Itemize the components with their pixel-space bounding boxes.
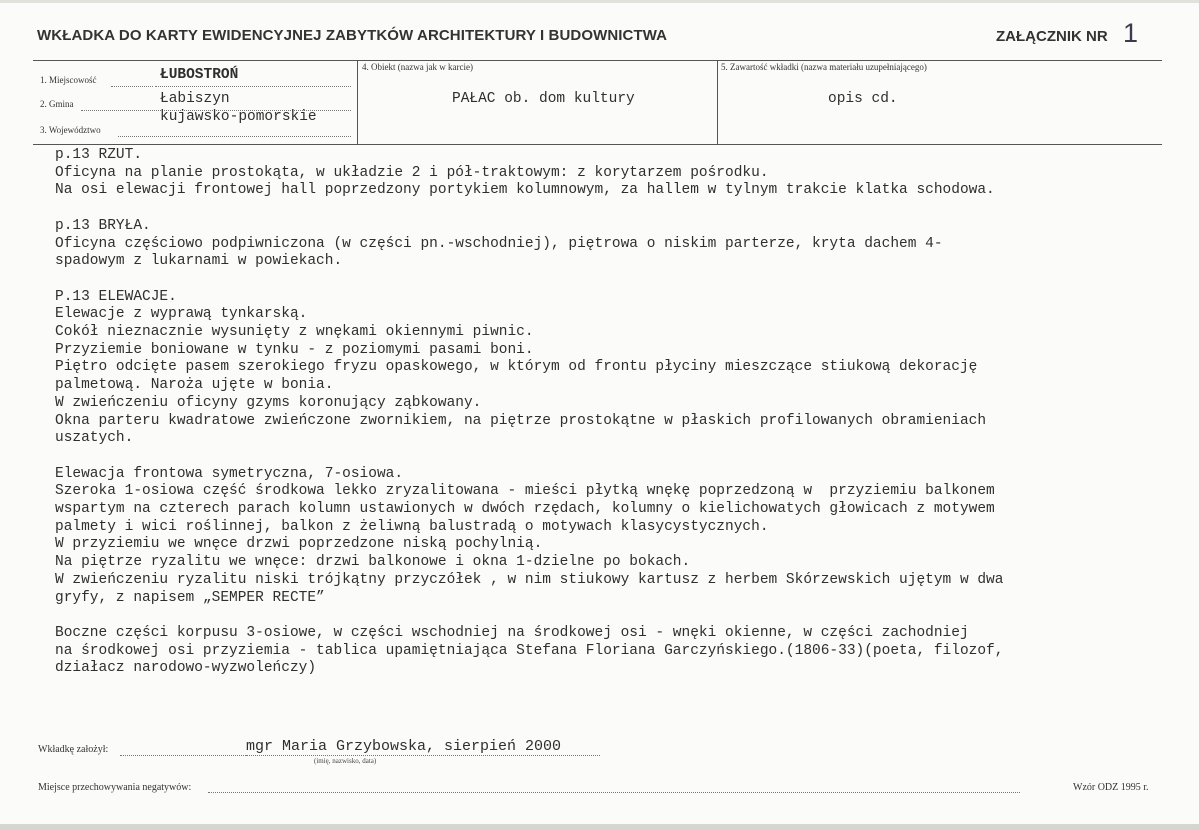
box-divider-2 xyxy=(717,61,718,144)
object-value: PAŁAC ob. dom kultury xyxy=(452,91,635,107)
body-line xyxy=(55,607,1165,625)
body-line xyxy=(55,200,1165,218)
content-label: 5. Zawartość wkładki (nazwa materiału uzupełniającego) xyxy=(721,62,927,72)
voivodeship-label: 3. Województwo xyxy=(40,125,101,135)
paper-top-edge xyxy=(0,0,1199,3)
annex-label: ZAŁĄCZNIK NR xyxy=(996,28,1108,45)
content-value: opis cd. xyxy=(828,91,898,107)
body-line: palmetową. Naroża ujęte w bonia. xyxy=(55,377,334,394)
body-line: palmety i wici roślinnej, balkon z żeliwną balustradą o motywach klasycystycznych. xyxy=(55,518,769,535)
body-line: spadowym z lukarnami w powiekach. xyxy=(55,253,343,270)
paper-bottom-edge xyxy=(0,824,1199,830)
body-line: W zwieńczeniu ryzalitu niski trójkątny przyczółek , w nim stiukowy kartusz z herbem Skórzewskich ujętym w dwa xyxy=(55,571,1004,588)
body-line xyxy=(55,271,1165,289)
body-line: działacz narodowo-wyzwoleńczy) xyxy=(55,660,317,677)
body-line: Oficyna częściowo podpiwniczona (w części pn.-wschodniej), piętrowa o niskim parterze, kryta dachem 4- xyxy=(55,235,943,252)
box-divider-1 xyxy=(357,61,358,144)
voivodeship-value: kujawsko-pomorskie xyxy=(160,109,317,125)
body-line: p.13 RZUT. xyxy=(55,147,143,163)
object-label: 4. Obiekt (nazwa jak w karcie) xyxy=(362,62,473,72)
body-line: gryfy, z napisem „SEMPER RECTE” xyxy=(55,589,325,606)
form-title: WKŁADKA DO KARTY EWIDENCYJNEJ ZABYTKÓW ARCHITEKTURY I BUDOWNICTWA xyxy=(37,27,668,44)
body-line: Na piętrze ryzalitu we wnęce: drzwi balkonowe i okna 1-dzielne po bokach. xyxy=(55,554,691,571)
author-dotline-left xyxy=(120,755,246,756)
body-line: Cokół nieznacznie wysunięty z wnękami okiennymi piwnic. xyxy=(55,324,534,341)
locality-dotline-2 xyxy=(155,86,351,87)
body-line: W przyziemiu we wnęce drzwi poprzedzone niską pochylnią. xyxy=(55,536,543,553)
author-value: mgr Maria Grzybowska, sierpień 2000 xyxy=(246,738,562,755)
body-line: Elewacje z wyprawą tynkarską. xyxy=(55,306,308,323)
body-line: W zwieńczeniu oficyny gzyms koronujący ząbkowany. xyxy=(55,394,482,411)
body-line: na środkowej osi przyziemia - tablica upamiętniająca Stefana Floriana Garczyńskiego.(1806-33)(poeta, filozof, xyxy=(55,642,1004,659)
storage-dotline xyxy=(208,792,1020,793)
body-line: wspartym na czterech parach kolumn ustawionych w dwóch rzędach, kolumny o kielichowatych głowicach z motywem xyxy=(55,501,995,518)
body-line: Szeroka 1-osiowa część środkowa lekko zryzalitowana - mieści płytką wnękę poprzedzoną w przyziemiu balkonem xyxy=(55,483,995,500)
body-line: p.13 BRYŁA. xyxy=(55,217,151,234)
commune-value: Łabiszyn xyxy=(160,91,230,107)
storage-label: Miejsce przechowywania negatywów: xyxy=(38,782,192,793)
locality-label: 1. Miejscowość xyxy=(40,75,97,85)
annex-number: 1 xyxy=(1123,18,1139,48)
locality-dotline xyxy=(111,86,153,87)
body-line: Okna parteru kwadratowe zwieńczone zwornikiem, na piętrze prostokątne w płaskich profilowanych obramieniach xyxy=(55,412,987,429)
body-line: uszatych. xyxy=(55,430,134,447)
locality-value: ŁUBOSTROŃ xyxy=(160,67,239,83)
body-line: Przyziemie boniowane w tynku - z poziomymi pasami boni. xyxy=(55,341,534,358)
author-sublabel: (imię, nazwisko, data) xyxy=(314,757,377,765)
author-dotline xyxy=(246,755,600,756)
body-line: Na osi elewacji frontowej hall poprzedzony portykiem kolumnowym, za hallem w tylnym trakcie klatka schodowa. xyxy=(55,182,995,199)
voivodeship-dotline xyxy=(118,136,351,137)
body-line: P.13 ELEWACJE. xyxy=(55,288,177,305)
body-line: Elewacja frontowa symetryczna, 7-osiowa. xyxy=(55,465,404,482)
description-body xyxy=(55,147,1165,678)
form-reference: Wzór ODZ 1995 r. xyxy=(1073,782,1149,793)
author-label: Wkładkę założył: xyxy=(38,744,109,755)
commune-label: 2. Gmina xyxy=(40,99,74,109)
body-line: Oficyna na planie prostokąta, w układzie 2 i pół-traktowym: z korytarzem pośrodku. xyxy=(55,164,769,181)
identification-box xyxy=(33,60,1162,145)
body-line xyxy=(55,448,1165,466)
body-line: Piętro odcięte pasem szerokiego fryzu opaskowego, w którym od frontu płyciny mieszczące stiukową dekorację xyxy=(55,359,978,376)
body-line: Boczne części korpusu 3-osiowe, w części wschodniej na środkowej osi - wnęki okienne, w części zachodniej xyxy=(55,624,969,641)
